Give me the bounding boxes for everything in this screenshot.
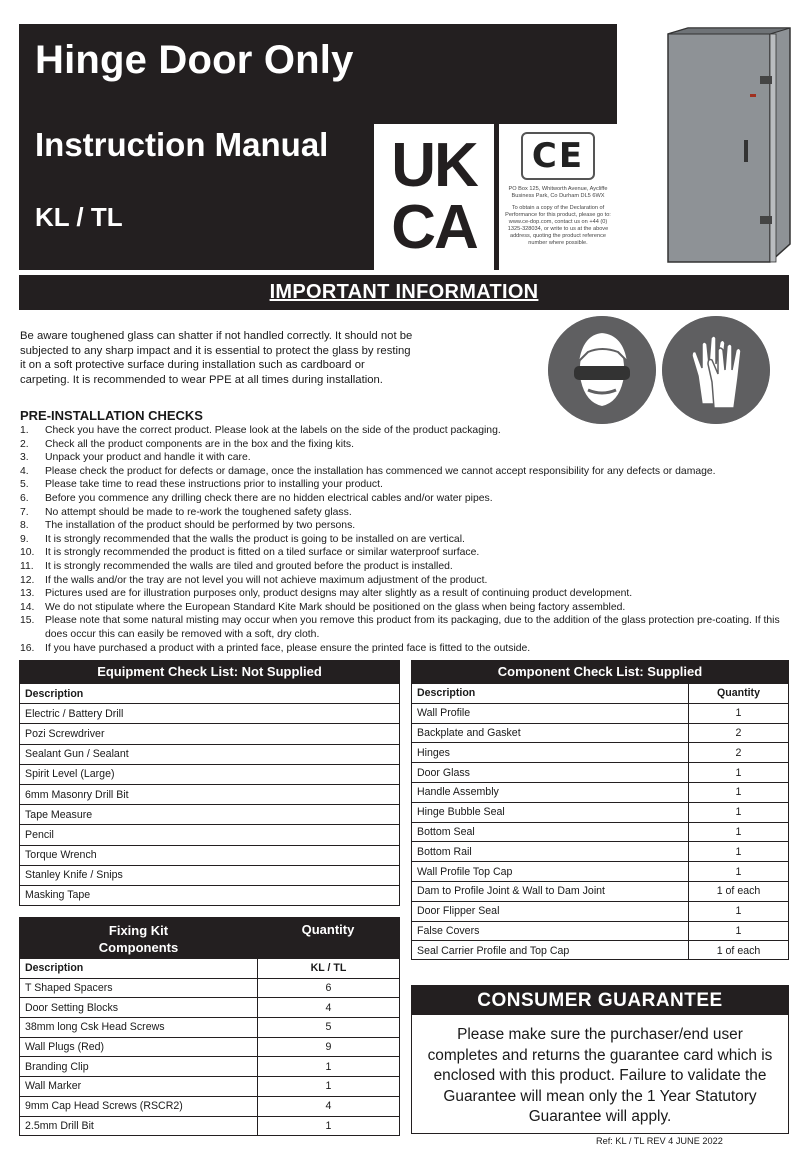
- list-item-number: 16.: [20, 642, 35, 654]
- list-item-number: 10.: [20, 547, 35, 559]
- table-row: [412, 762, 788, 782]
- table-cell-description: Hinges: [417, 746, 450, 759]
- table-cell-quantity: 1: [688, 704, 788, 723]
- table-cell-quantity: 1: [688, 862, 788, 881]
- list-item-text: No attempt should be made to re-work the toughened safety glass.: [45, 506, 352, 518]
- list-item: [20, 587, 790, 601]
- table-row: [412, 742, 788, 762]
- list-item: [20, 438, 790, 452]
- ce-mark-icon: CE: [521, 132, 595, 180]
- list-item-number: 9.: [20, 533, 29, 545]
- list-item-text: Check you have the correct product. Please look at the labels on the side of the product packaging.: [45, 425, 501, 436]
- table-header-row: [412, 683, 788, 703]
- list-item-number: 11.: [20, 560, 34, 572]
- table-row: [412, 703, 788, 723]
- list-item: [20, 519, 790, 533]
- list-item: [20, 451, 790, 465]
- table-cell-description: Door Glass: [417, 766, 470, 779]
- ce-note: To obtain a copy of the Declaration of Performance for this product, please go to: www.ce-dop.com, contact us on +44 (0) 1325-328034, or write to us at the above address, quoting the product reference number where possible.: [505, 205, 611, 246]
- column-header: KL / TL: [257, 959, 399, 978]
- fixing-kit-title-line-2: Components: [98, 940, 179, 955]
- list-item: [20, 478, 790, 492]
- equipment-table-title: Equipment Check List: Not Supplied: [20, 661, 399, 683]
- fixing-kit-title-line-1: Fixing Kit: [108, 923, 169, 938]
- list-item-text: Unpack your product and handle it with care.: [45, 452, 251, 464]
- table-cell-description: Wall Profile Top Cap: [417, 865, 513, 878]
- table-cell-quantity: 2: [688, 724, 788, 743]
- table-cell-quantity: 1: [688, 902, 788, 921]
- table-row: [412, 822, 788, 842]
- pre-installation-checks-list: [20, 424, 790, 655]
- table-row: [20, 723, 399, 743]
- list-item-number: 14.: [20, 601, 35, 613]
- list-item-text: If the walls and/or the tray are not level you will not achieve maximum adjustment of the product.: [45, 574, 488, 586]
- table-row: [20, 1037, 399, 1057]
- table-cell-quantity: 1: [688, 763, 788, 782]
- table-cell-quantity: 1: [257, 1057, 399, 1076]
- table-cell-description: 9mm Cap Head Screws (RSCR2): [25, 1100, 183, 1113]
- table-cell-description: Tape Measure: [25, 808, 93, 821]
- list-item-number: 7.: [20, 506, 29, 518]
- header-block: [19, 24, 617, 270]
- table-cell-quantity: 6: [257, 979, 399, 998]
- consumer-guarantee-box: [411, 985, 789, 1134]
- table-cell-description: Spirit Level (Large): [25, 768, 115, 781]
- important-information-title: IMPORTANT INFORMATION: [269, 281, 539, 303]
- table-cell-description: Stanley Knife / Snips: [25, 869, 123, 882]
- list-item: [20, 533, 790, 547]
- table-cell-quantity: 1: [688, 823, 788, 842]
- list-item: [20, 506, 790, 520]
- list-item-text: We do not stipulate where the European Standard Kite Mark should be positioned on the glass when being factory assembled.: [45, 601, 626, 613]
- list-item-text: Please take time to read these instructions prior to installing your product.: [45, 479, 383, 491]
- table-cell-quantity: 9: [257, 1038, 399, 1057]
- list-item-number: 1.: [20, 425, 29, 436]
- list-item-number: 4.: [20, 465, 29, 477]
- list-item: [20, 614, 790, 641]
- eye-protection-icon: [548, 316, 656, 424]
- consumer-guarantee-text: Please make sure the purchaser/end user completes and returns the guarantee card which is enclosed with this product. Failure to validate the Guarantee will mean only the 1 Year Statutory Guarantee will apply.: [427, 1026, 773, 1125]
- column-header: Description: [25, 687, 84, 700]
- list-item-number: 15.: [20, 615, 35, 627]
- fixing-kit-table-title: [20, 918, 399, 958]
- table-row: [412, 861, 788, 881]
- table-row: [20, 744, 399, 764]
- table-row: [412, 881, 788, 901]
- table-row: [20, 845, 399, 865]
- component-table-title: Component Check List: Supplied: [412, 661, 788, 683]
- table-cell-description: Door Flipper Seal: [417, 905, 500, 918]
- list-item-text: It is strongly recommended the product is fitted on a tiled surface or similar waterproof surface.: [45, 547, 480, 559]
- hinge-door-illustration: [660, 26, 796, 266]
- table-row: [20, 1056, 399, 1076]
- glass-warning-text: Be aware toughened glass can shatter if not handled correctly. It should not be subjected to any sharp impact and it is essential to protect the glass by resting it on a soft protective surface during installation such as cardboard or carpeting. It is recommended to wear PPE at all times during installation.: [20, 330, 413, 386]
- table-cell-quantity: 1: [688, 922, 788, 941]
- list-item-text: The installation of the product should be performed by two persons.: [45, 520, 356, 532]
- table-cell-quantity: 4: [257, 1097, 399, 1116]
- document-title: Hinge Door Only: [35, 38, 354, 82]
- table-cell-description: T Shaped Spacers: [25, 982, 113, 995]
- list-item-number: 3.: [20, 452, 29, 464]
- list-item-text: Pictures used are for illustration purposes only, product designs may alter slightly as a result of continuing product development.: [45, 588, 633, 600]
- table-cell-description: Branding Clip: [25, 1060, 89, 1073]
- document-reference: Ref: KL / TL REV 4 JUNE 2022: [596, 1136, 723, 1146]
- list-item-number: 6.: [20, 492, 29, 504]
- list-item: [20, 492, 790, 506]
- table-cell-description: Wall Profile: [417, 707, 471, 720]
- table-row: [20, 997, 399, 1017]
- table-cell-description: Torque Wrench: [25, 849, 97, 862]
- table-cell-quantity: 2: [688, 743, 788, 762]
- fixing-kit-quantity-title: Quantity: [301, 922, 355, 937]
- table-cell-description: 38mm long Csk Head Screws: [25, 1021, 165, 1034]
- table-cell-description: False Covers: [417, 924, 480, 937]
- table-cell-quantity: 1: [688, 783, 788, 802]
- list-item: [20, 574, 790, 588]
- table-cell-description: Bottom Seal: [417, 825, 475, 838]
- column-header: Description: [417, 687, 476, 700]
- list-item-text: Please note that some natural misting may occur when you remove this product from its packaging, due to the addition of the glass protection pre-coating. If this does occur this can easily be removed with a soft, dry cloth.: [45, 615, 780, 640]
- list-item-text: Check all the product components are in the box and the fixing kits.: [45, 438, 355, 450]
- table-row: [412, 940, 788, 960]
- fixing-kit-table: [19, 917, 400, 1136]
- list-item: [20, 546, 790, 560]
- list-item-number: 12.: [20, 574, 35, 586]
- table-cell-description: Hinge Bubble Seal: [417, 806, 505, 819]
- table-header-row: [20, 958, 399, 978]
- model-code: KL / TL: [35, 202, 123, 232]
- consumer-guarantee-title: CONSUMER GUARANTEE: [412, 986, 788, 1015]
- table-row: [20, 1116, 399, 1136]
- table-cell-description: Masking Tape: [25, 889, 91, 902]
- table-cell-description: Sealant Gun / Sealant: [25, 748, 129, 761]
- table-row: [412, 901, 788, 921]
- table-cell-description: Pozi Screwdriver: [25, 727, 105, 740]
- table-cell-quantity: 5: [257, 1018, 399, 1037]
- table-cell-quantity: 1 of each: [688, 941, 788, 960]
- table-cell-description: Dam to Profile Joint & Wall to Dam Joint: [417, 885, 606, 898]
- ce-label: [499, 124, 617, 270]
- column-header: Description: [25, 962, 84, 975]
- document-subtitle: Instruction Manual: [35, 126, 329, 163]
- table-cell-description: Door Setting Blocks: [25, 1001, 119, 1014]
- table-row: [20, 824, 399, 844]
- table-cell-quantity: 1: [257, 1117, 399, 1136]
- table-row: [20, 804, 399, 824]
- pre-installation-checks-title: PRE-INSTALLATION CHECKS: [20, 408, 203, 423]
- table-header-row: [20, 683, 399, 703]
- component-check-table: [411, 660, 789, 960]
- ukca-line-1: UK: [391, 131, 477, 200]
- list-item-number: 2.: [20, 438, 29, 450]
- table-row: [20, 865, 399, 885]
- table-cell-description: Wall Plugs (Red): [25, 1041, 105, 1054]
- table-cell-quantity: 1: [257, 1077, 399, 1096]
- list-item-text: It is strongly recommended the walls are tiled and grouted before the product is installed.: [45, 560, 453, 572]
- table-row: [20, 978, 399, 998]
- table-row: [412, 723, 788, 743]
- list-item: [20, 642, 790, 656]
- table-cell-description: 6mm Masonry Drill Bit: [25, 788, 129, 801]
- gloves-icon: [662, 316, 770, 424]
- table-row: [412, 841, 788, 861]
- table-cell-description: 2.5mm Drill Bit: [25, 1119, 94, 1132]
- table-row: [20, 1017, 399, 1037]
- table-row: [412, 802, 788, 822]
- list-item: [20, 465, 790, 479]
- list-item: [20, 601, 790, 615]
- table-cell-description: Electric / Battery Drill: [25, 707, 124, 720]
- list-item-number: 5.: [20, 479, 29, 491]
- table-row: [20, 703, 399, 723]
- table-cell-description: Bottom Rail: [417, 845, 472, 858]
- table-cell-quantity: 1: [688, 803, 788, 822]
- table-cell-description: Wall Marker: [25, 1080, 82, 1093]
- equipment-check-table: [19, 660, 400, 906]
- list-item: [20, 424, 790, 438]
- table-cell-quantity: 1: [688, 842, 788, 861]
- ukca-line-2: CA: [391, 193, 477, 262]
- table-row: [20, 1076, 399, 1096]
- list-item-text: If you have purchased a product with a printed face, please ensure the printed face is fitted to the outside.: [45, 642, 531, 654]
- table-cell-description: Seal Carrier Profile and Top Cap: [417, 944, 570, 957]
- ce-address: PO Box 125, Whitworth Avenue, Aycliffe Business Park, Co Durham DL5 6WX: [508, 186, 608, 199]
- table-row: [412, 782, 788, 802]
- table-row: [20, 784, 399, 804]
- list-item-number: 13.: [20, 588, 35, 600]
- list-item-text: Please check the product for defects or damage, once the installation has commenced we cannot accept responsibility for any defects or damage.: [45, 465, 716, 477]
- list-item-text: Before you commence any drilling check there are no hidden electrical cables and/or water pipes.: [45, 492, 493, 504]
- list-item-text: It is strongly recommended that the walls the product is going to be installed on are vertical.: [45, 533, 465, 545]
- table-row: [412, 921, 788, 941]
- table-cell-description: Handle Assembly: [417, 786, 499, 799]
- column-header: Quantity: [688, 684, 788, 703]
- table-cell-quantity: 1 of each: [688, 882, 788, 901]
- table-cell-description: Pencil: [25, 828, 54, 841]
- table-row: [20, 885, 399, 905]
- list-item: [20, 560, 790, 574]
- table-cell-description: Backplate and Gasket: [417, 726, 521, 739]
- table-cell-quantity: 4: [257, 998, 399, 1017]
- table-row: [20, 764, 399, 784]
- list-item-number: 8.: [20, 520, 29, 532]
- important-information-bar: [19, 275, 789, 310]
- ukca-logo: [374, 124, 494, 270]
- table-row: [20, 1096, 399, 1116]
